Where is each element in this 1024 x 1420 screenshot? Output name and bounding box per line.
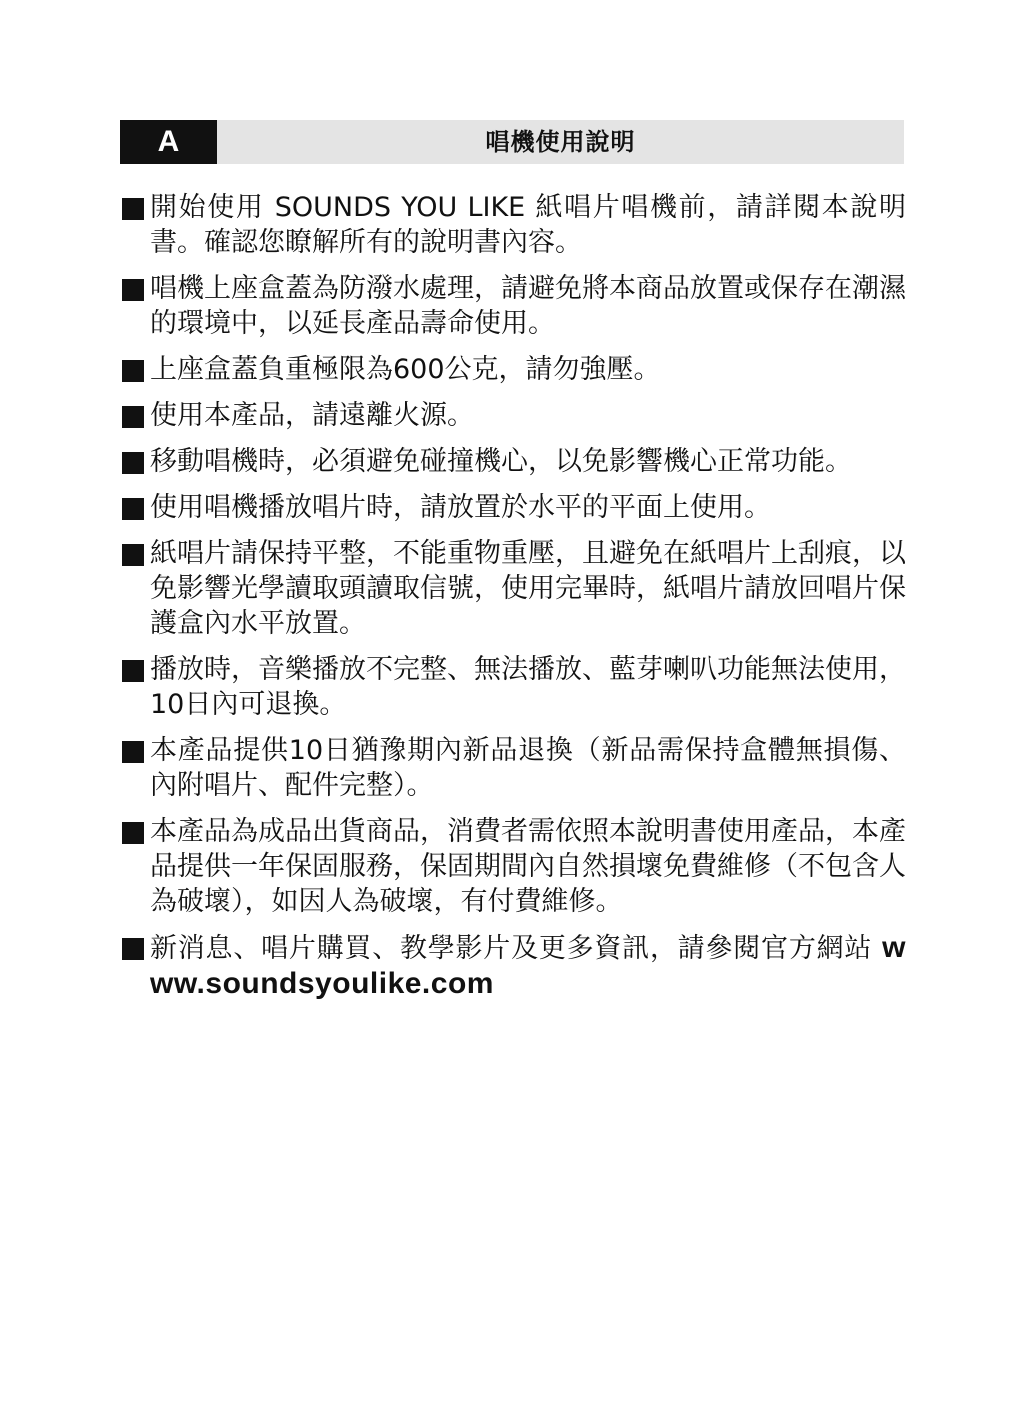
square-bullet-icon xyxy=(122,741,144,763)
square-bullet-icon xyxy=(122,360,144,382)
instruction-text: 使用唱機播放唱片時，請放置於水平的平面上使用。 xyxy=(150,492,771,523)
instruction-text: 移動唱機時，必須避免碰撞機心，以免影響機心正常功能。 xyxy=(150,446,852,477)
square-bullet-icon xyxy=(122,822,144,844)
instruction-text: 新消息、唱片購買、教學影片及更多資訊，請參閱官方網站 xyxy=(150,933,873,964)
instruction-item-website xyxy=(120,930,906,1002)
instruction-item xyxy=(120,733,906,803)
instruction-text: 上座盒蓋負重極限為600公克，請勿強壓。 xyxy=(150,354,661,385)
instruction-item xyxy=(120,444,906,479)
instruction-text: 開始使用 SOUNDS YOU LIKE 紙唱片唱機前，請詳閱本說明書。確認您瞭解所有的說明書內容。 xyxy=(150,192,906,258)
section-header xyxy=(120,120,904,164)
instruction-item xyxy=(120,490,906,525)
square-bullet-icon xyxy=(122,406,144,428)
instruction-item xyxy=(120,536,906,641)
instruction-text: 播放時，音樂播放不完整、無法播放、藍芽喇叭功能無法使用，10日內可退換。 xyxy=(150,654,906,720)
website-link[interactable]: www.soundsyoulike.com xyxy=(150,931,906,1000)
instruction-list xyxy=(120,190,906,1013)
instruction-item xyxy=(120,352,906,387)
instruction-text: 紙唱片請保持平整，不能重物重壓，且避免在紙唱片上刮痕，以免影響光學讀取頭讀取信號，使用完畢時，紙唱片請放回唱片保護盒內水平放置。 xyxy=(150,538,906,639)
square-bullet-icon xyxy=(122,498,144,520)
instruction-text: 使用本產品，請遠離火源。 xyxy=(150,400,474,431)
section-title: 唱機使用說明 xyxy=(485,128,636,156)
section-letter-tag: A xyxy=(120,120,217,164)
square-bullet-icon xyxy=(122,660,144,682)
instruction-text: 本產品提供10日猶豫期內新品退換（新品需保持盒體無損傷、內附唱片、配件完整）。 xyxy=(150,735,906,801)
instruction-text: 唱機上座盒蓋為防潑水處理，請避免將本商品放置或保存在潮濕的環境中，以延長產品壽命使用。 xyxy=(150,273,906,339)
instruction-item xyxy=(120,398,906,433)
square-bullet-icon xyxy=(122,938,144,960)
square-bullet-icon xyxy=(122,198,144,220)
square-bullet-icon xyxy=(122,452,144,474)
square-bullet-icon xyxy=(122,544,144,566)
square-bullet-icon xyxy=(122,279,144,301)
instruction-item xyxy=(120,190,906,260)
instruction-item xyxy=(120,652,906,722)
instruction-item xyxy=(120,814,906,919)
instruction-item xyxy=(120,271,906,341)
instruction-text: 本產品為成品出貨商品，消費者需依照本說明書使用產品，本產品提供一年保固服務，保固期間內自然損壞免費維修（不包含人為破壞），如因人為破壞，有付費維修。 xyxy=(150,816,906,917)
